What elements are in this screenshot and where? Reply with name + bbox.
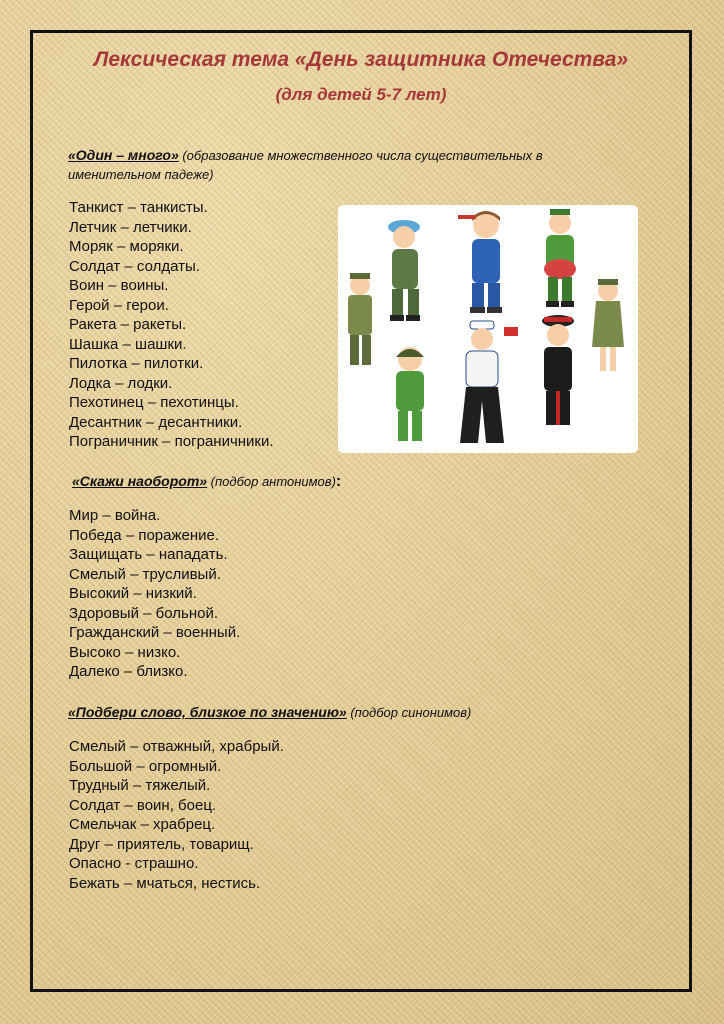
- list-item: Солдат – солдаты.: [69, 257, 200, 275]
- page-title: Лексическая тема «День защитника Отечества»: [93, 48, 629, 71]
- section-label: «Один – много»: [68, 147, 179, 163]
- list-item: Герой – герои.: [69, 296, 169, 314]
- list-item: Лодка – лодки.: [69, 374, 173, 392]
- list-item: Воин – воины.: [69, 277, 169, 294]
- list-item: Смелый – трусливый.: [69, 565, 221, 583]
- list-item: Ракета – ракеты.: [69, 316, 187, 333]
- word-list-synonyms: [69, 737, 284, 893]
- section-heading-one-many: [68, 146, 638, 184]
- section-suffix: :: [335, 473, 342, 490]
- list-item: Здоровый – больной.: [69, 604, 218, 622]
- list-item: Пехотинец – пехотинцы.: [69, 394, 239, 411]
- list-item: Пограничник – пограничники.: [69, 433, 274, 450]
- list-item: Смельчак – храбрец.: [69, 816, 216, 833]
- word-list-one-many: [69, 198, 274, 452]
- page-subtitle: (для детей 5-7 лет): [275, 85, 447, 104]
- word-list-antonyms: [69, 506, 240, 682]
- soldiers-kids-icon: [338, 205, 638, 453]
- list-item: Смелый – отважный, храбрый.: [69, 738, 284, 755]
- section-heading-synonyms: [68, 703, 638, 722]
- list-item: Победа – поражение.: [69, 526, 220, 544]
- list-item: Гражданский – военный.: [69, 624, 241, 641]
- list-item: Шашка – шашки.: [69, 335, 187, 353]
- list-item: Пилотка – пилотки.: [69, 355, 204, 372]
- list-item: Защищать – нападать.: [69, 546, 228, 563]
- list-item: Опасно - страшно.: [69, 855, 199, 872]
- list-item: Десантник – десантники.: [69, 413, 243, 431]
- section-note: (подбор синонимов): [346, 705, 472, 720]
- section-label: «Скажи наоборот»: [72, 473, 208, 489]
- list-item: Солдат – воин, боец.: [69, 796, 217, 814]
- list-item: Большой – огромный.: [69, 757, 222, 775]
- list-item: Танкист – танкисты.: [69, 199, 208, 216]
- list-item: Далеко – близко.: [69, 663, 188, 680]
- section-label: «Подбери слово, близкое по значению»: [68, 704, 347, 720]
- list-item: Высокий – низкий.: [69, 585, 197, 602]
- list-item: Высоко – низко.: [69, 643, 181, 661]
- section-note: (образование множественного числа существительных в именительном падеже): [68, 148, 543, 182]
- list-item: Моряк – моряки.: [69, 238, 184, 255]
- list-item: Летчик – летчики.: [69, 218, 192, 236]
- children-in-military-uniforms-illustration: [338, 205, 638, 453]
- list-item: Бежать – мчаться, нестись.: [69, 874, 261, 892]
- section-note: (подбор антонимов): [207, 474, 336, 489]
- list-item: Друг – приятель, товарищ.: [69, 835, 254, 853]
- section-heading-antonyms: [72, 472, 642, 491]
- list-item: Трудный – тяжелый.: [69, 777, 211, 794]
- list-item: Мир – война.: [69, 507, 161, 524]
